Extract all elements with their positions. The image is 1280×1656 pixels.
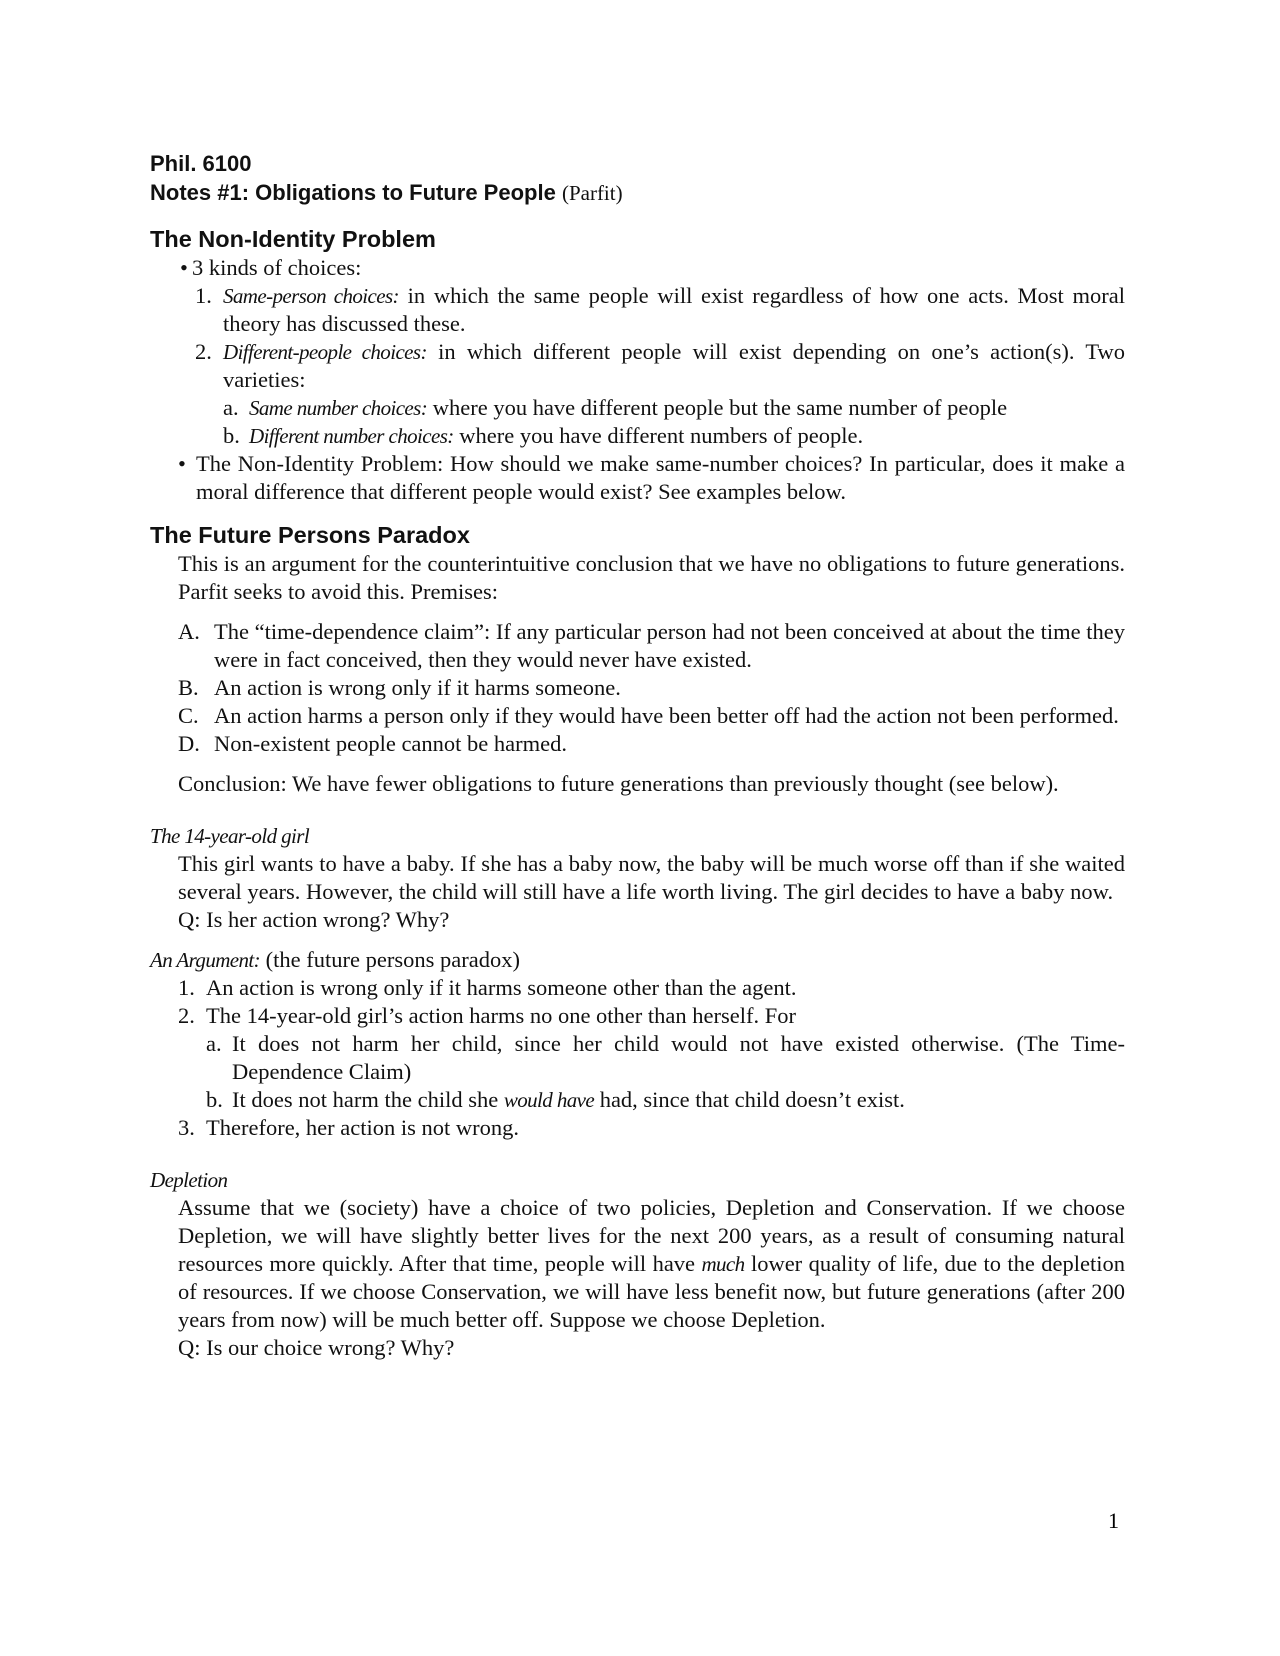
notes-title-text: Notes #1: Obligations to Future People [150, 180, 556, 205]
nip-intro [150, 254, 1125, 282]
nip-item-desc: in which different people will exist depending on one’s action(s). Two varieties: [223, 339, 1125, 392]
premise-b [150, 674, 1125, 702]
fpp-intro: This is an argument for the counterintuitive conclusion that we have no obligations to future generations. Parfit seeks to avoid this. Premises: [178, 551, 1125, 604]
nip-item-desc: in which the same people will exist regardless of how one acts. Most moral theory has discussed these. [223, 283, 1125, 336]
bullet: • [180, 255, 188, 280]
argument-heading [150, 946, 1125, 974]
depletion-body-pre: Assume that we (society) have a choice of two policies, Depletion and Conservation. If we choose Depletion, we will have slightly better lives for the next 200 years, as a result of consuming natural resources more quickly. After that time, people will have [178, 1195, 1125, 1276]
section-heading-future-persons: The Future Persons Paradox [150, 522, 470, 548]
subheading-girl: The 14-year-old girl [150, 824, 310, 848]
nip-item-term: Same-person choices: [223, 284, 399, 308]
nip-item-term: Different-people choices: [223, 340, 427, 364]
variety-a [150, 394, 1125, 422]
premise-letter: D. [178, 731, 200, 756]
argument-label: An Argument: [150, 948, 261, 972]
argument-label-rest: (the future persons paradox) [260, 947, 520, 972]
bullet: • [178, 451, 186, 476]
variety-text [249, 394, 1125, 422]
premise-text: The “time-dependence claim”: If any particular person had not been conceived at about the time they were in fact conceived, then they would never have existed. [214, 619, 1125, 672]
variety-term: Different number choices: [249, 424, 454, 448]
premise-letter: B. [178, 675, 199, 700]
argument-step-1 [150, 974, 1125, 1002]
depletion-body-post: lower quality of life, due to the depletion of resources. If we choose Conservation, we will have less benefit now, but future generations (after 200 years from now) will be much better off. Suppose we choose Depletion. [178, 1251, 1125, 1332]
argument-sub-b [150, 1086, 1125, 1114]
notes-title [150, 178, 1125, 208]
page-number: 1 [1108, 1508, 1119, 1533]
variety-term: Same number choices: [249, 396, 428, 420]
nip-problem [150, 450, 1125, 506]
nip-item-number: 1. [195, 283, 212, 308]
step-number: 3. [178, 1115, 195, 1140]
depletion-body [150, 1194, 1125, 1334]
nip-item-number: 2. [195, 339, 212, 364]
variety-letter: a. [223, 395, 239, 420]
document-page [150, 150, 1125, 1362]
variety-b [150, 422, 1125, 450]
step-number: 1. [178, 975, 195, 1000]
step-number: 2. [178, 1003, 195, 1028]
premise-c [150, 702, 1125, 730]
premise-a [150, 618, 1125, 674]
subheading-depletion: Depletion [150, 1168, 228, 1192]
nip-item-text [223, 338, 1125, 394]
variety-desc: where you have different people but the same number of people [427, 395, 1008, 420]
argument-step-3 [150, 1114, 1125, 1142]
argument-step-2 [150, 1002, 1125, 1030]
sub-text [232, 1086, 1125, 1114]
premise-text: An action harms a person only if they would have been better off had the action not been performed. [214, 703, 1119, 728]
premise-letter: A. [178, 619, 200, 644]
girl-question: Q: Is her action wrong? Why? [178, 907, 450, 932]
sub-text-em: would have [503, 1088, 595, 1112]
nip-item-text [223, 282, 1125, 338]
sub-text-pre: It does not harm the child she [232, 1087, 504, 1112]
argument-sub-a [150, 1030, 1125, 1086]
girl-body: This girl wants to have a baby. If she has a baby now, the baby will be much worse off than if she waited several years. However, the child will still have a life worth living. The girl decides to have a baby now. [178, 851, 1125, 904]
nip-problem-text: The Non-Identity Problem: How should we make same-number choices? In particular, does it make a moral difference that different people would exist? See examples below. [196, 451, 1125, 504]
sub-text: It does not harm her child, since her child would not have existed otherwise. (The Time-Dependence Claim) [232, 1031, 1125, 1084]
section-heading-non-identity: The Non-Identity Problem [150, 226, 436, 252]
sub-letter: a. [206, 1031, 222, 1056]
nip-intro-text: 3 kinds of choices: [192, 255, 362, 280]
fpp-conclusion: Conclusion: We have fewer obligations to future generations than previously thought (see below). [178, 771, 1059, 796]
step-text: An action is wrong only if it harms someone other than the agent. [206, 975, 797, 1000]
nip-item-2 [150, 338, 1125, 394]
premise-d [150, 730, 1125, 758]
variety-desc: where you have different numbers of people. [453, 423, 864, 448]
depletion-question: Q: Is our choice wrong? Why? [178, 1335, 455, 1360]
nip-item-1 [150, 282, 1125, 338]
step-text: Therefore, her action is not wrong. [206, 1115, 520, 1140]
sub-text-post: had, since that child doesn’t exist. [594, 1087, 905, 1112]
course-title: Phil. 6100 [150, 151, 252, 176]
variety-text [249, 422, 1125, 450]
premise-letter: C. [178, 703, 199, 728]
sub-letter: b. [206, 1087, 223, 1112]
depletion-body-em: much [701, 1252, 745, 1276]
premise-text: An action is wrong only if it harms someone. [214, 675, 621, 700]
premise-text: Non-existent people cannot be harmed. [214, 731, 568, 756]
notes-author: (Parfit) [561, 181, 623, 205]
step-text: The 14-year-old girl’s action harms no one other than herself. For [206, 1003, 796, 1028]
variety-letter: b. [223, 423, 240, 448]
